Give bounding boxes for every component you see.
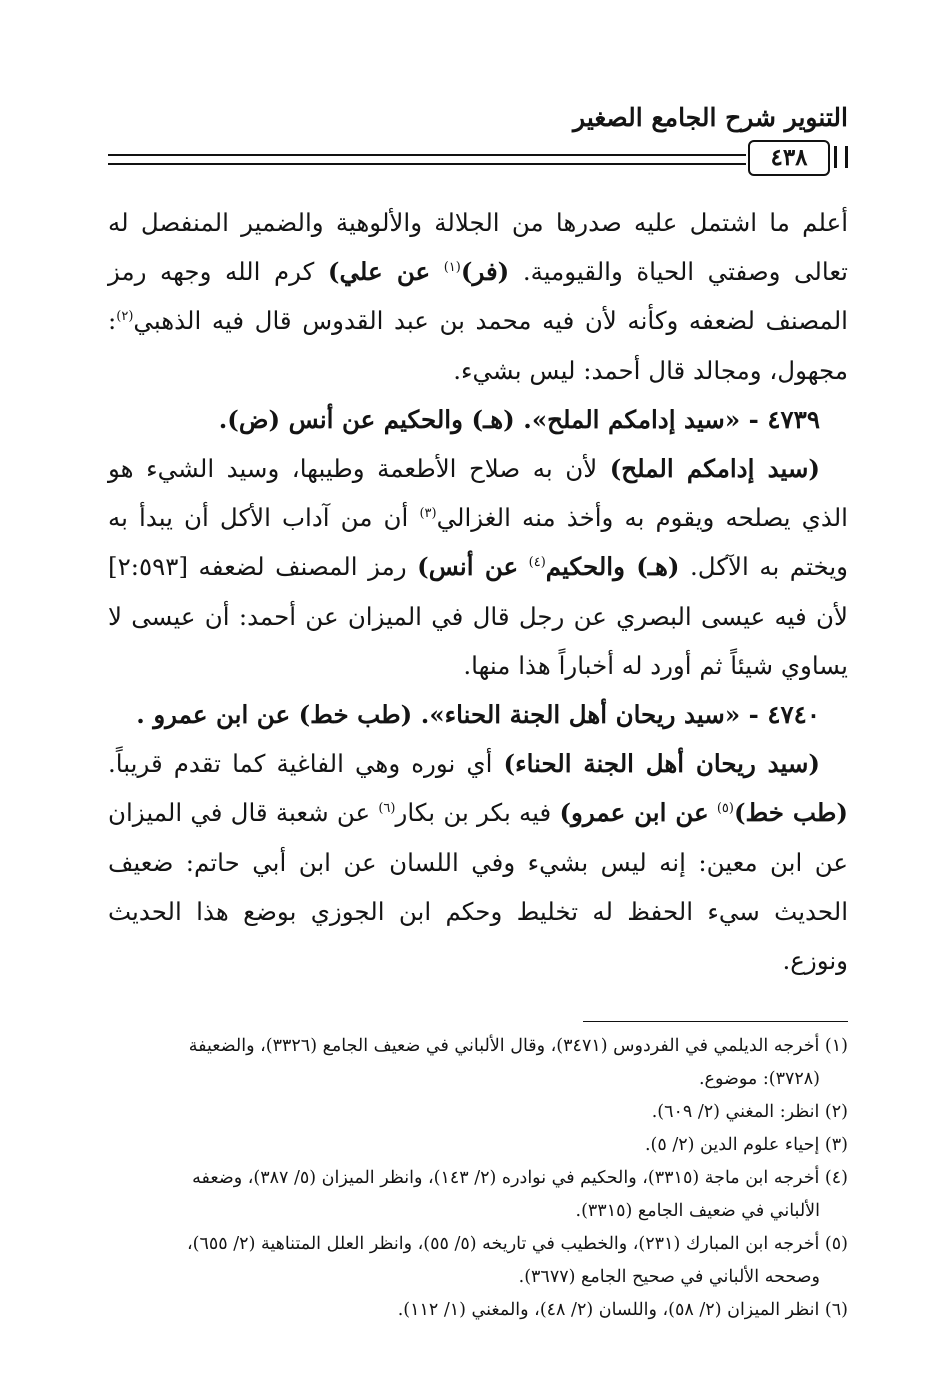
page-number-ornament [834, 146, 848, 168]
footnote-continuation: (٣٧٢٨): موضوع. [698, 1069, 820, 1090]
paragraph-continuation: أعلم ما اشتمل عليه صدرها من الجلالة والألوهية والضمير المنفصل له تعالى وصفتي الحياة والقيومية. (فر)$^{(١)}$ عن علي) كرم الله وجهه رمز المصنف لضعفه وكأنه لأن فيه محمد بن عبد القدوس قال فيه الذهبي$^{(٢)}$: مجهول، ومجالد قال أحمد: ليس بشيء. [108, 208, 849, 385]
footnote: (١) أخرجه الديلمي في الفردوس (٣٤٧١)، وقال الألباني في ضعيف الجامع (٣٣٢٦)، والضعيفة [188, 1036, 848, 1057]
main-text [108, 198, 848, 985]
hadith-text: - «سيد إدامكم الملح». (هـ) والحكيم عن أنس (ض). [218, 404, 768, 434]
footnotes [108, 1030, 848, 1327]
footnote: (٢) انظر: المغني (٢/ ٦٠٩). [651, 1102, 848, 1123]
footnote-ref: (٥) [716, 801, 734, 817]
footnote-ref: (١) [443, 260, 461, 276]
footnote-ref: (٤) [528, 555, 546, 571]
page-number: ٤٣٨ [748, 140, 830, 176]
double-rule [108, 154, 746, 165]
hadith-number: ٤٧٤٠ [767, 700, 820, 730]
commentary-paragraph: (سيد ريحان أهل الجنة الحناء) أي نوره وهي الفاغية كما تقدم قريباً. (طب خط)$^{(٥)}$ عن ابن عمرو) فيه بكر بن بكار$^{(٦)}$ عن شعبة قال في الميزان عن ابن معين: إنه ليس بشيء وفي اللسان عن ابن أبي حاتم: ضعيف الحديث سيء الحفظ له تخليط وحكم ابن الجوزي بوضع هذا الحديث ونوزع. [108, 749, 849, 976]
hadith-heading-4740 [108, 690, 848, 739]
hadith-heading-4739 [108, 395, 848, 444]
book-page [108, 98, 848, 1327]
hadith-number: ٤٧٣٩ [767, 404, 820, 434]
hadith-text: - «سيد ريحان أهل الجنة الحناء». (طب خط) عن ابن عمرو . [136, 700, 768, 730]
footnote: (٤) أخرجه ابن ماجة (٣٣١٥)، والحكيم في نوادره (٢/ ١٤٣)، وانظر الميزان (٥/ ٣٨٧)، وضعفه [192, 1168, 848, 1189]
header-rule [108, 140, 848, 176]
footnote: (٣) إحياء علوم الدين (٢/ ٥). [644, 1135, 848, 1156]
footnote: (٦) انظر الميزان (٢/ ٥٨)، واللسان (٢/ ٤٨)، والمغني (١/ ١١٢). [397, 1300, 848, 1321]
footnote-continuation: وصححه الألباني في صحيح الجامع (٣٦٧٧). [518, 1267, 820, 1288]
commentary-paragraph: (سيد إدامكم الملح) لأن به صلاح الأطعمة وطيبها، وسيد الشيء هو الذي يصلحه ويقوم به وأخذ منه الغزالي$^{(٣)}$ أن من آداب الأكل أن يبدأ به ويختم به الآكل. (هـ) والحكيم$^{(٤)}$ عن أنس) رمز المصنف لضعفه [٢:٥٩٣] لأن فيه عيسى البصري عن رجل قال في الميزان عن أحمد: أن عيسى لا يساوي شيئاً ثم أورد له أخباراً هذا منها. [108, 454, 848, 680]
footnote-separator [583, 1021, 848, 1022]
footnote-continuation: الألباني في ضعيف الجامع (٣٣١٥). [575, 1201, 820, 1222]
footnote-ref: (٣) [419, 506, 437, 522]
footnote-ref: (٢) [116, 309, 134, 325]
footnote-ref: (٦) [378, 801, 396, 817]
footnote: (٥) أخرجه ابن المبارك (٢٣١)، والخطيب في تاريخه (٥/ ٥٥)، وانظر العلل المتناهية (٢/ ٦٥٥)، [187, 1234, 848, 1255]
running-head-title: التنوير شرح الجامع الصغير [573, 103, 848, 132]
